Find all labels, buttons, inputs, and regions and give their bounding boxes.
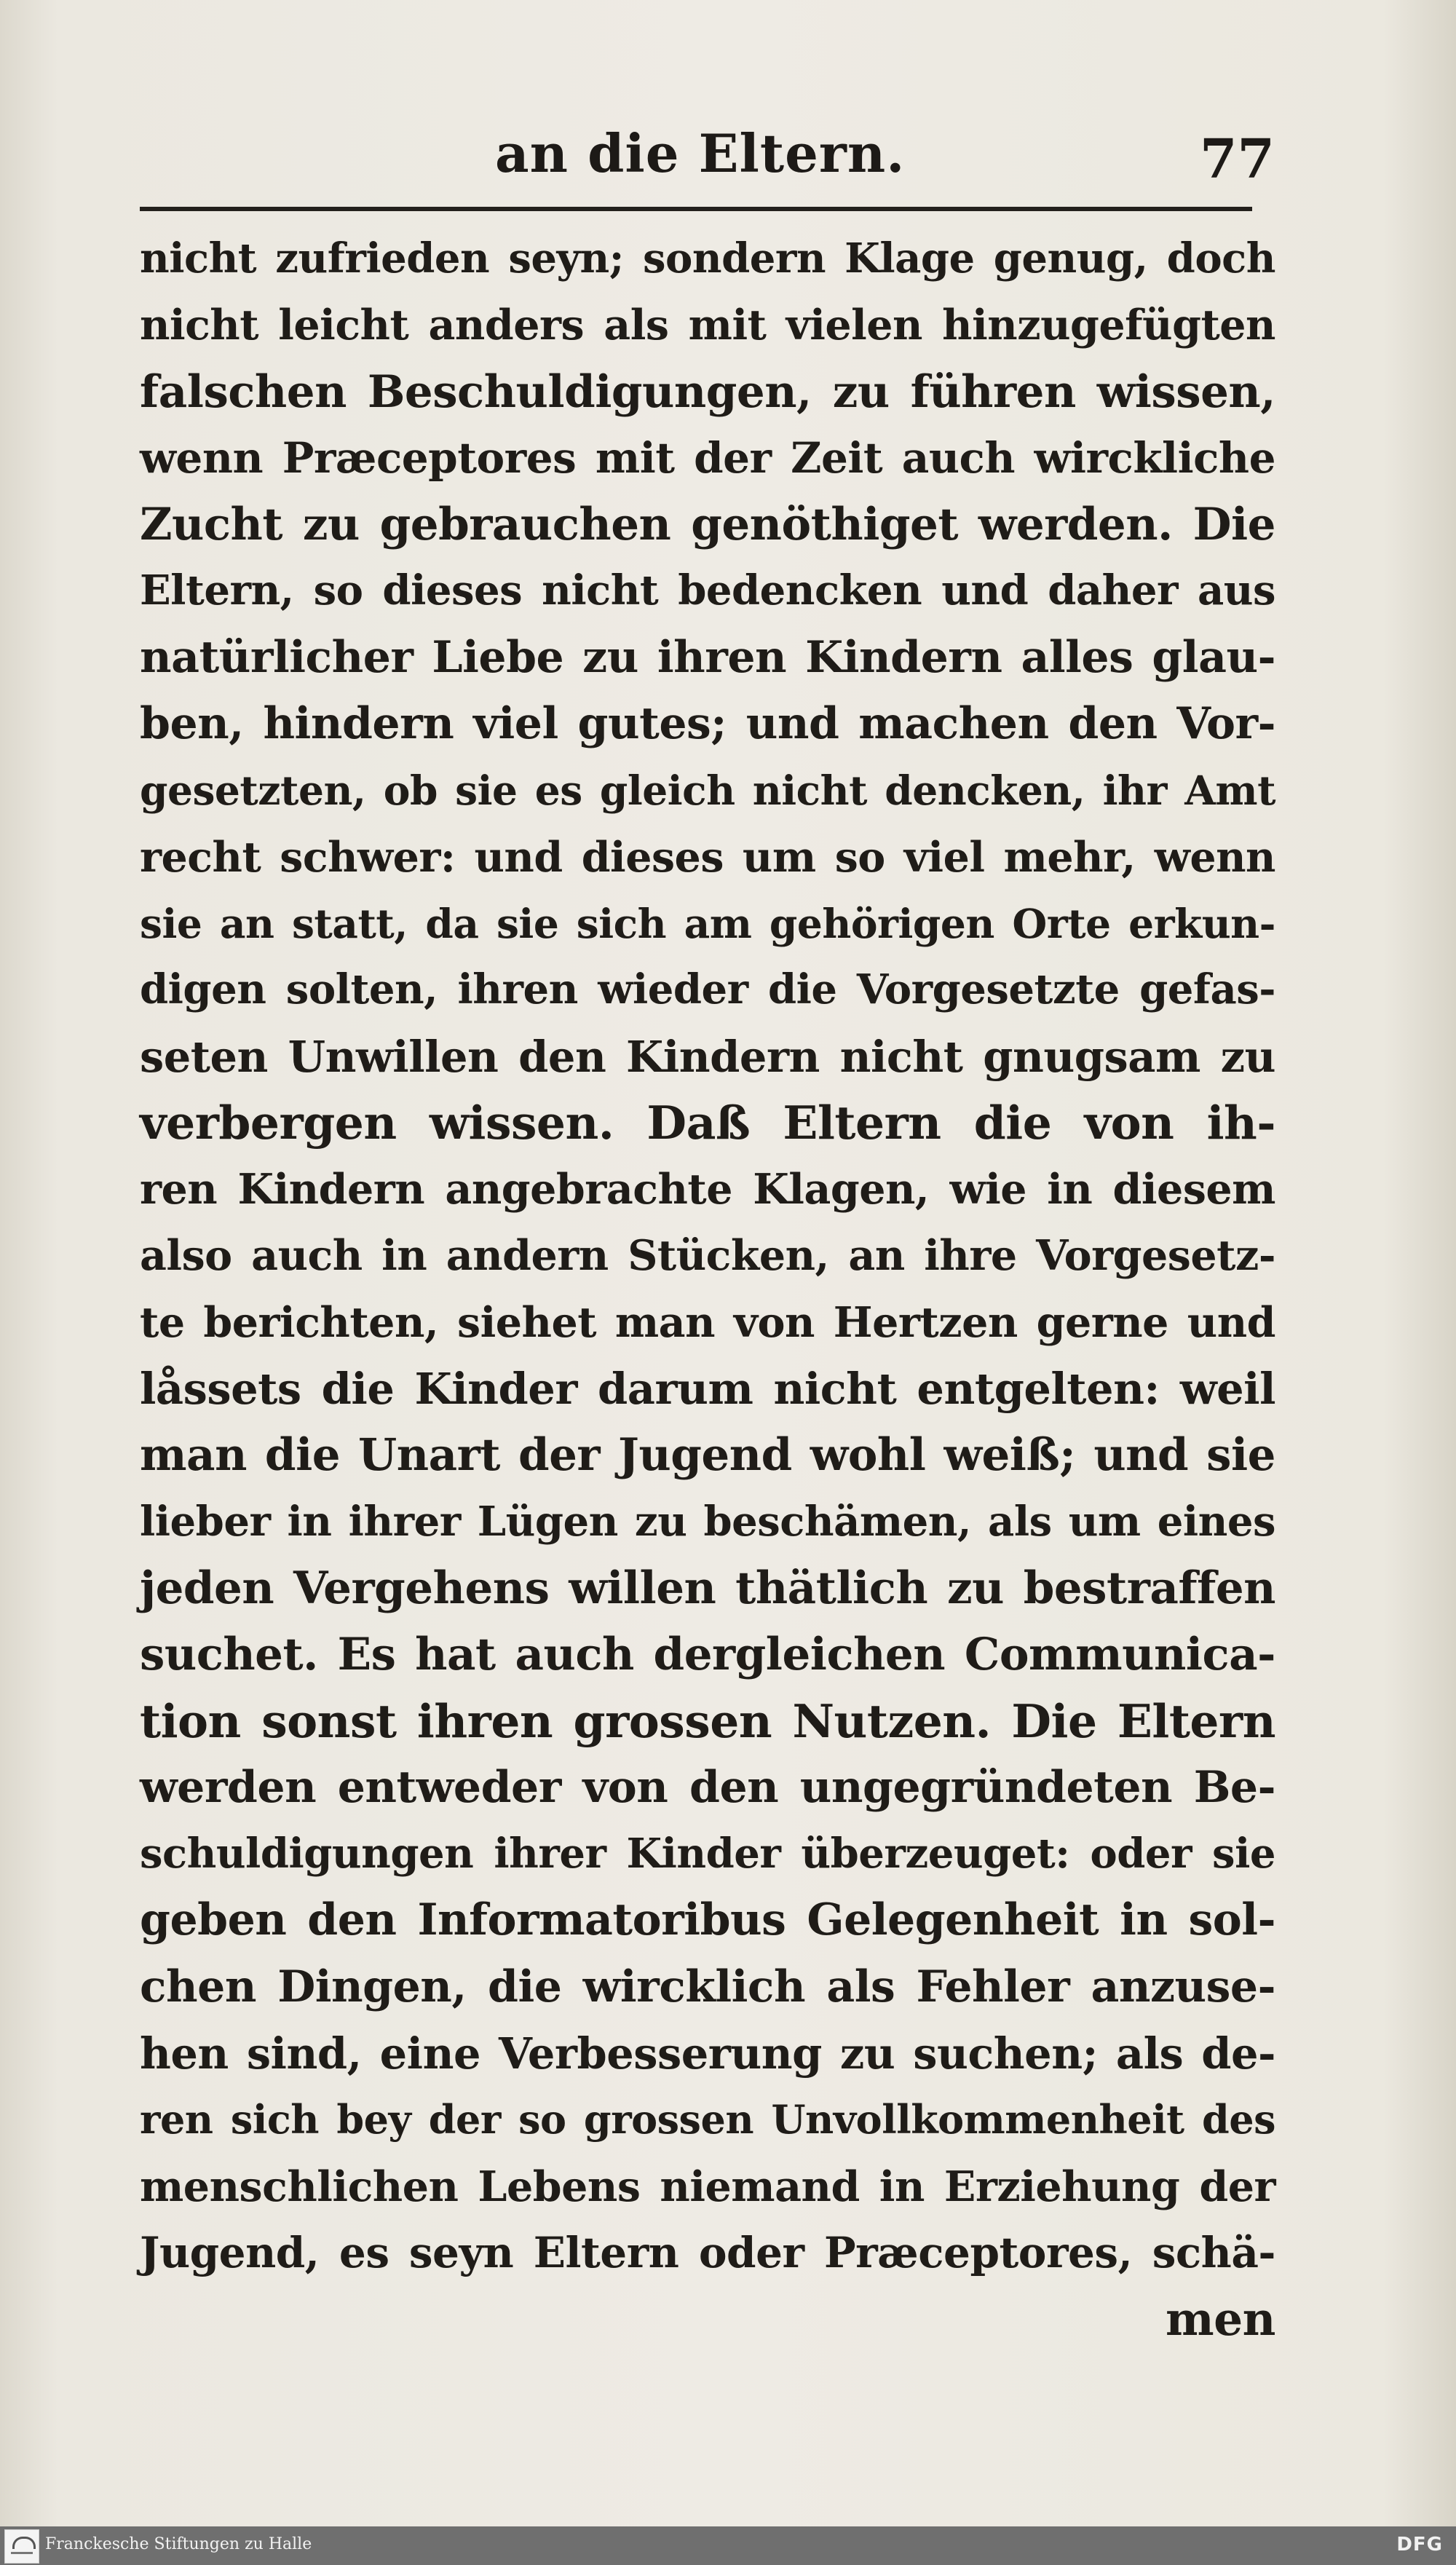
text-line: recht schwer: und dieses um so viel mehr, wenn (140, 832, 1275, 882)
text-line: wenn Præceptores mit der Zeit auch wirckliche (140, 432, 1275, 483)
text-line: suchet. Es hat auch dergleichen Communica- (140, 1629, 1275, 1681)
text-line: ren sich bey der so grossen Unvollkommenheit des (140, 2096, 1275, 2143)
text-line: seten Unwillen den Kindern nicht gnugsam zu (140, 1031, 1275, 1082)
text-line: chen Dingen, die wircklich als Fehler anzuse- (140, 1961, 1275, 2012)
text-line: werden entweder von den ungegründeten Be- (140, 1761, 1275, 1813)
text-line: verbergen wissen. Daß Eltern die von ih- (140, 1095, 1275, 1150)
institution-logo-icon (4, 2529, 39, 2564)
text-line: gesetzten, ob sie es gleich nicht dencken, ihr Amt (140, 767, 1275, 815)
footer-bar (0, 2526, 1456, 2565)
text-line: Zucht zu gebrauchen genöthiget werden. Die (140, 499, 1275, 551)
text-line: tion sonst ihren grossen Nutzen. Die Eltern (140, 1693, 1275, 1748)
text-line: also auch in andern Stücken, an ihre Vorgesetz- (140, 1231, 1275, 1281)
logo-base-icon (11, 2552, 33, 2554)
text-line: geben den Informatoribus Gelegenheit in sol- (140, 1894, 1275, 1946)
dfg-logo: DFG (1396, 2534, 1443, 2556)
text-line: menschlichen Lebens niemand in Erziehung der (140, 2162, 1275, 2211)
running-head: an die Eltern. (495, 122, 906, 184)
text-line: låssets die Kinder darum nicht entgelten: weil (140, 1364, 1275, 1415)
text-line: natürlicher Liebe zu ihren Kindern alles glau- (140, 631, 1275, 683)
text-line: nicht leicht anders als mit vielen hinzugefügten (140, 301, 1275, 350)
text-line: Eltern, so dieses nicht bedencken und daher aus (140, 566, 1275, 615)
text-line: lieber in ihrer Lügen zu beschämen, als um eines (140, 1497, 1275, 1546)
page-number: 77 (1200, 128, 1275, 191)
text-line: schuldigungen ihrer Kinder überzeuget: oder sie (140, 1830, 1275, 1878)
text-line: ben, hindern viel gutes; und machen den Vor- (140, 698, 1275, 750)
institution-name: Franckesche Stiftungen zu Halle (45, 2535, 312, 2553)
logo-arch-icon (12, 2537, 36, 2549)
text-line: falschen Beschuldigungen, zu führen wissen, (140, 365, 1275, 418)
text-line: hen sind, eine Verbesserung zu suchen; als de- (140, 2028, 1275, 2079)
text-line: sie an statt, da sie sich am gehörigen Orte erkun- (140, 899, 1275, 947)
text-line: digen solten, ihren wieder die Vorgesetzte gefas- (140, 965, 1275, 1014)
text-line: jeden Vergehens willen thätlich zu bestraffen (140, 1562, 1275, 1614)
text-line: Jugend, es seyn Eltern oder Præceptores, schä- (140, 2227, 1275, 2277)
catchword: men (1165, 2292, 1275, 2347)
header-rule (140, 207, 1252, 211)
body-text (140, 226, 1275, 2353)
text-line: te berichten, siehet man von Hertzen gerne und (140, 1297, 1275, 1347)
text-line: nicht zufrieden seyn; sondern Klage genug, doch (140, 234, 1275, 282)
text-line: man die Unart der Jugend wohl weiß; und sie (140, 1429, 1275, 1482)
text-line: ren Kindern angebrachte Klagen, wie in diesem (140, 1165, 1275, 1214)
